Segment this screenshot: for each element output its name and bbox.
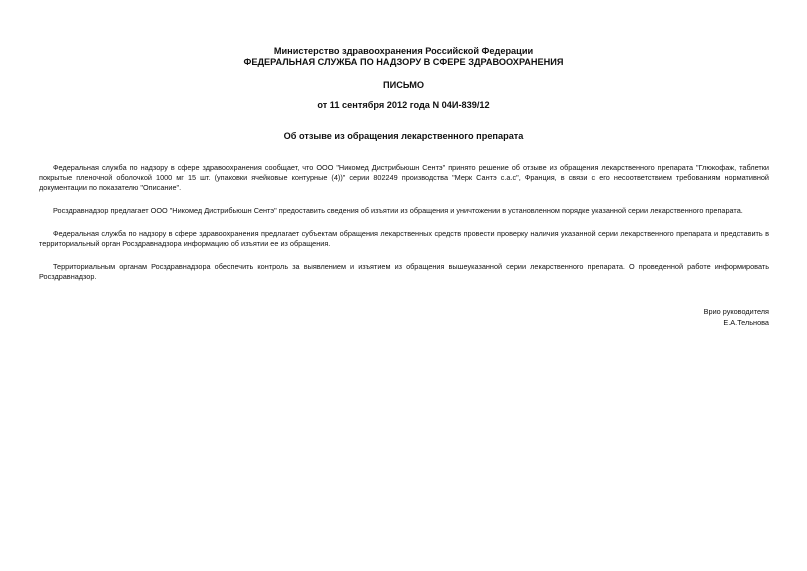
document-subject: Об отзыве из обращения лекарственного препарата xyxy=(283,131,524,141)
service-name: ФЕДЕРАЛЬНАЯ СЛУЖБА ПО НАДЗОРУ В СФЕРЕ ЗДРАВООХРАНЕНИЯ xyxy=(243,57,564,67)
paragraph-recall-notice: Федеральная служба по надзору в сфере здравоохранения сообщает, что ООО "Никомед Дистрибьюшн Сентэ" принято решение об отзыве из обращения лекарственного препарата "Глюкофаж, таблетки покрытые пленочной оболочкой 1000 мг 15 шт. (упаковки ячейковые контурные (4))" серии 802249 производства "Мерк Сантэ с.а.с", Франция, в связи с его несоответствием требованиям нормативной документации по показателю "Описание". xyxy=(39,163,769,192)
paragraph-subjects-check: Федеральная служба по надзору в сфере здравоохранения предлагает субъектам обращения лекарственных средств провести проверку наличия указанной серии лекарственного препарата и представить в территориальный орган Росздравнадзора информацию об изъятии ее из обращения. xyxy=(39,229,769,248)
signature-block xyxy=(704,306,769,328)
paragraph-territorial-control: Территориальным органам Росздравнадзора обеспечить контроль за выявлением и изъятием из обращения вышеуказанной серии лекарственного препарата. О проведенной работе информировать Росздравнадзор. xyxy=(39,262,769,281)
paragraph-distributor-request: Росздравнадзор предлагает ООО "Никомед Дистрибьюшн Сентэ" предоставить сведения об изъятии из обращения и уничтожении в установленном порядке указанной серии лекарственного препарата. xyxy=(53,206,743,215)
document-body xyxy=(39,163,769,295)
signatory-name: Е.А.Тельнова xyxy=(723,318,769,327)
document-date-number: от 11 сентября 2012 года N 04И-839/12 xyxy=(317,100,490,110)
signatory-position: Врио руководителя xyxy=(703,307,769,316)
ministry-name: Министерство здравоохранения Российской Федерации xyxy=(273,46,534,56)
document-header xyxy=(0,46,807,68)
document-type: ПИСЬМО xyxy=(382,80,425,90)
